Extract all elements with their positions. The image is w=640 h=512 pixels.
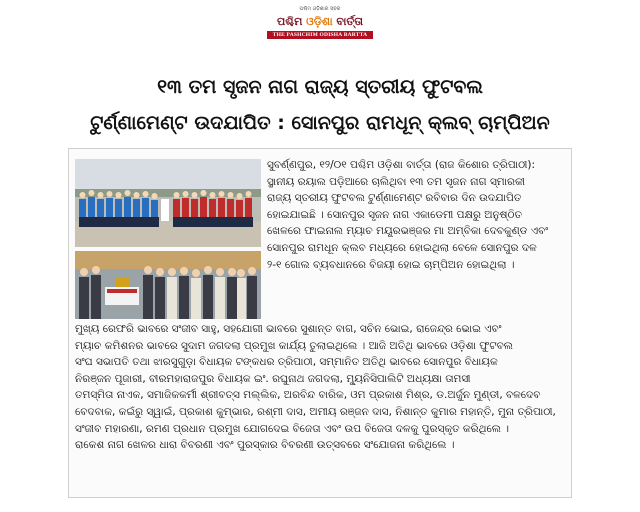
article-clipping [68,148,572,498]
logo-title-part-c: ବାର୍ତ୍ତା [332,15,364,28]
article-line: ୨-୧ ଗୋଲ ବ୍ୟବଧାନରେ ବିଜୟୀ ହୋଇ ଚାମ୍ପିଅନ ହୋଇଥିଲା । [267,258,515,271]
article-line: ମ୍ୟାଚ କମିଶନର ଭାବରେ ସୁଦାମ ଜଗଦଲା ପ୍ରମୁଖ କାର୍ଯ୍ୟ ତୁଲାଇଥିଲେ । ଆଜି ଅତିଥି ଭାବରେ ଓଡ଼ିଶା ଫୁଟବଲ [75,339,513,352]
logo-subtitle: THE PASHCHIM ODISHA BARTTA [267,31,374,39]
article-line: ବେଦବାକ, କଇଁରୁ ସ୍ୱାଇଁ, ପ୍ରକାଶ କୁମ୍ଭାର, ରଶ୍ମୀ ଦାସ, ଅମୀୟ ରଞ୍ଜନ ଦାସ, ନିଶାନ୍ତ କୁମାର ମହାନ୍ତି, ମୁନା ତ୍ରିପାଠୀ, [75,405,556,418]
prize-distribution-photo [75,251,261,319]
article-photos [75,159,261,319]
article-line: ସଂଜୀବ ମହାରଣା, ରମଣ ପ୍ରଧାନ ପ୍ରମୁଖ ଯୋଗଦେଇ ବିଜେତା ଏବଂ ଉପ ବିଜେତା ଦଳକୁ ପୁରସ୍କୃତ କରିଥିଲେ । [75,422,509,435]
article-line: ସ୍ଥାନୀୟ ରୟାଲ ପଡ଼ିଆରେ ଚାଲିଥିବା ୧୩ ତମ ସୃଜନ ନାଗ ସ୍ମାରକୀ [267,175,526,188]
article-line: ତମସ୍ମିତା ନାଏକ, ସମାଜିକକର୍ମୀ ଶ୍ରୀବତ୍ସ ମଲ୍ଲିକ, ଅରବିନ୍ଦ ବାରିକ, ଓମ ପ୍ରକାଶ ମିଶ୍ର, ଡ.ଅର୍ଜୁନ ମୁଣ୍ଡୀ, ବଳଦେବ [75,389,541,402]
prize-distribution-photo-image [75,251,261,319]
headline-line-1: ୧୩ ତମ ସୃଜନ ନାଗ ରାଜ୍ୟ ସ୍ତରୀୟ ଫୁଟବଲ [157,76,483,98]
article-line: ଖେଳରେ ଫାଇନାଲ ମ୍ୟାଚ ମୟୂରଭଞ୍ଜର ମା ଅମ୍ବିକା ଦେବକୁଣ୍ଡ ଏବଂ [267,225,549,238]
team-group-photo-image [75,159,261,247]
logo-title-part-a: ପଶ୍ଚିମ [276,15,307,28]
article-body-text [75,321,567,454]
masthead [0,6,640,40]
article-line: ରାଜ୍ୟ ସ୍ତରୀୟ ଫୁଟବଲ ଟୁର୍ଣ୍ଣାମେଣ୍ଟ ରବିବାର ଦିନ ଉଦଯାପିତ [267,192,522,205]
article-intro-text [267,157,567,273]
team-group-photo [75,159,261,247]
article-line: ମୁଖ୍ୟ ରେଫରି ଭାବରେ ସଂଜୀବ ସାହୁ, ସହଯୋଗୀ ଭାବରେ ସୁଶାନ୍ତ ବାଗ, ସଚିନ ଭୋଇ, ରାଜେନ୍ଦ୍ର ଭୋଇ ଏବଂ [75,323,502,335]
newspaper-logo [267,15,374,39]
logo-title [267,15,374,29]
logo-title-part-b: ଓଡ଼ିଶା [306,15,333,28]
masthead-tagline: ପଶ୍ଚିମ ଓଡ଼ିଶାର ସ୍ଵର [299,6,341,12]
article-line: ହୋଇଯାଇଛି । ସୋନପୁର ସୃଜନ ନାଗ ଏକାଡେମୀ ପକ୍ଷରୁ ଅନୁଷ୍ଠିତ [267,208,523,221]
article-line: ସୁବର୍ଣ୍ଣପୁର, ୧୨/୦୧ ପଶ୍ଚିମ ଓଡ଼ିଶା ବାର୍ତ୍ତା (ରାଜ କିଶୋର ତ୍ରିପାଠୀ): [267,159,536,171]
article-line: ରାକେଶ ନାଗ ଖେଳର ଧାରା ବିବରଣୀ ଏବଂ ପୁରସ୍କାର ବିବରଣୀ ଉତ୍ସବରେ ସଂଯୋଜନା କରିଥିଲେ । [75,439,455,452]
article-line: ସଂଘ ସଭାପତି ତଥା ଝାରସୁଗୁଡ଼ା ବିଧାୟକ ଟଙ୍କଧର ତ୍ରିପାଠୀ, ସମ୍ମାନିତ ଅତିଥି ଭାବରେ ସୋନପୁର ବିଧାୟକ [75,356,498,369]
article-line: ନିରଞ୍ଜନ ପୂଜାରୀ, ବୀରମହାରାଜପୁର ବିଧାୟକ ଇଂ. ରଘୁନାଥ ଜଗଦଲା, ମ୍ୟୁନିସିପାଲିଟି ଅଧ୍ୟକ୍ଷା ତାମସୀ [75,372,471,385]
headline-line-2: ଟୁର୍ଣ୍ଣାମେଣ୍ଟ ଉଦଯାପିତ : ସୋନପୁର ରାମଧୂନ୍ କ୍ଲବ୍ ଚାମ୍ପିଅନ [90,112,550,134]
article-line: ସୋନପୁର ରାମଧୂନ କ୍ଲବ ମଧ୍ୟରେ ହୋଇଥିଲା ବେଳେ ସୋନପୁର ଦଳ [267,241,537,254]
